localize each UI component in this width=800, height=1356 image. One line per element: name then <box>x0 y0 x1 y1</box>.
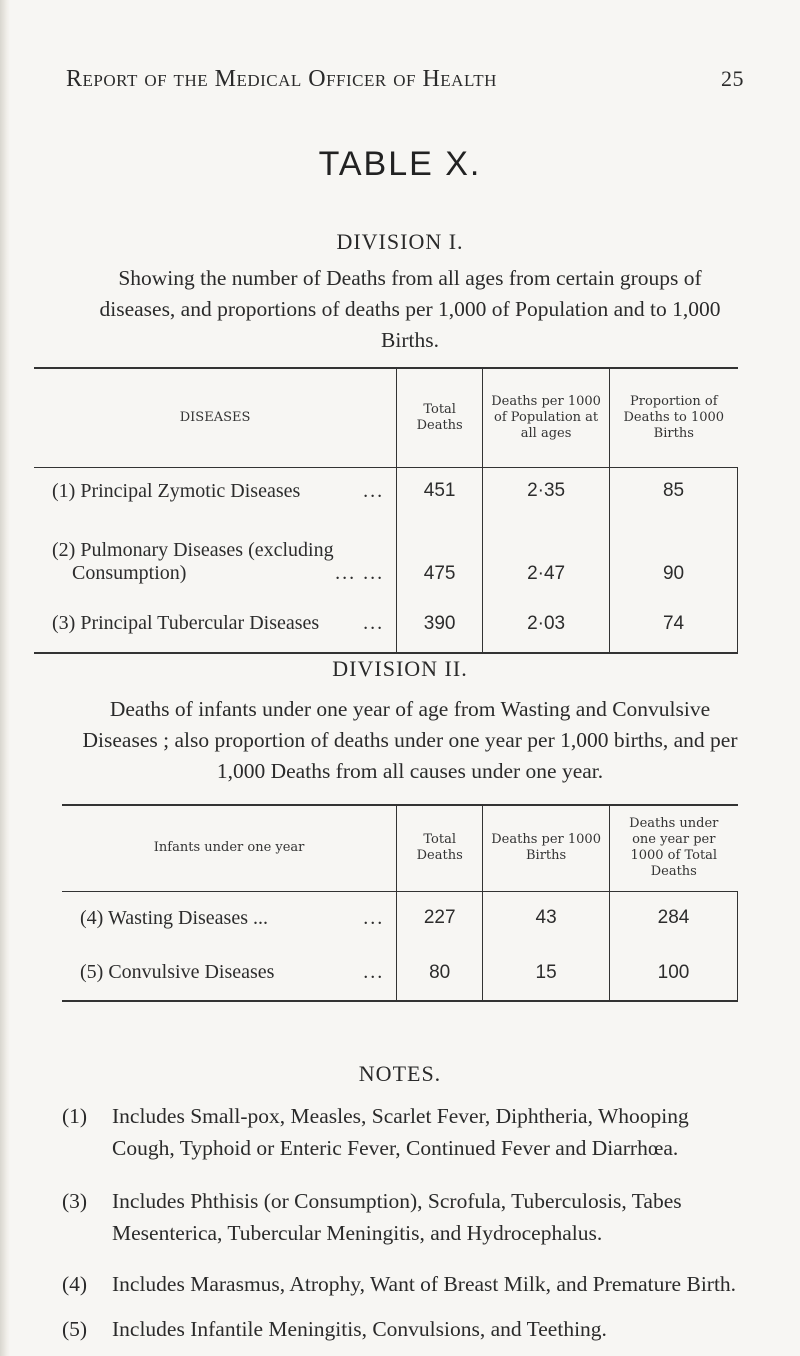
note-item <box>62 1185 752 1249</box>
table-title: TABLE X. <box>318 145 482 183</box>
deaths-per-population-cell: 2·47 <box>483 515 610 595</box>
note-number: (4) <box>62 1272 88 1296</box>
row-label <box>62 945 397 1001</box>
total-deaths-cell: 80 <box>397 945 483 1001</box>
note-text: Includes Infantile Meningitis, Convulsions, and Teething. <box>112 1317 607 1341</box>
table-row <box>62 891 738 945</box>
running-head <box>66 66 744 93</box>
note-item <box>62 1313 752 1345</box>
division-1-table <box>34 367 738 654</box>
table-row <box>34 515 738 595</box>
header-total-deaths: Total Deaths <box>397 805 483 891</box>
proportion-per-births-cell: 90 <box>610 515 738 595</box>
leader-dots: ... ... <box>335 562 385 584</box>
total-deaths-cell: 451 <box>397 467 483 515</box>
leader-dots: ... <box>363 961 385 983</box>
row-label <box>34 467 397 515</box>
leader-dots: ... <box>363 479 385 502</box>
deaths-per-births-cell: 43 <box>483 891 610 945</box>
deaths-per-births-cell: 15 <box>483 945 610 1001</box>
deaths-per-total-cell: 100 <box>610 945 738 1001</box>
note-number: (5) <box>62 1317 88 1341</box>
note-item <box>62 1268 752 1300</box>
note-item <box>62 1100 752 1164</box>
note-text: Includes Phthisis (or Consumption), Scrofula, Tuberculosis, Tabes Mesenterica, Tubercular Meningitis, and Hydrocephalus. <box>112 1189 682 1245</box>
row-label <box>34 595 397 653</box>
header-infants: Infants under one year <box>153 840 305 856</box>
total-deaths-cell: 227 <box>397 891 483 945</box>
row-disease: Convulsive Diseases <box>108 961 275 983</box>
division-2-table <box>62 804 738 1002</box>
note-text: Includes Marasmus, Atrophy, Want of Breast Milk, and Premature Birth. <box>112 1272 737 1296</box>
header-deaths-per-population: Deaths per 1000 of Population at all ages <box>483 368 610 467</box>
header-diseases: DISEASES <box>179 409 251 425</box>
row-number: (2) <box>52 539 76 561</box>
header-deaths-per-total: Deaths under one year per 1000 of Total Deaths <box>610 805 738 891</box>
row-label <box>34 515 397 595</box>
division-2-intro: Deaths of infants under one year of age from Wasting and Convulsive Diseases ; also proportion of deaths under one year per 1,000 births, and per 1,000 Deaths from all causes under one year. <box>82 697 738 783</box>
row-number: (5) <box>80 961 104 983</box>
division-1-intro: Showing the number of Deaths from all ages from certain groups of diseases, and proportions of deaths per 1,000 of Population and to 1,000 Births. <box>99 266 721 352</box>
running-head-title: Report of the Medical Officer of Health <box>66 66 497 92</box>
row-number: (1) <box>52 479 76 502</box>
header-deaths-per-births: Deaths per 1000 Births <box>483 805 610 891</box>
row-number: (4) <box>80 906 104 929</box>
page-number: 25 <box>721 66 744 91</box>
table-row <box>62 945 738 1001</box>
total-deaths-cell: 475 <box>397 515 483 595</box>
table-header-row <box>62 805 738 891</box>
proportion-per-births-cell: 74 <box>610 595 738 653</box>
note-text: Includes Small-pox, Measles, Scarlet Fever, Diphtheria, Whooping Cough, Typhoid or Enteric Fever, Continued Fever and Diarrhœa. <box>112 1104 689 1160</box>
note-number: (3) <box>62 1189 88 1213</box>
row-disease: Principal Tubercular Diseases <box>80 612 320 634</box>
header-total-deaths: Total Deaths <box>397 368 483 467</box>
row-disease: Principal Zymotic Diseases <box>80 479 301 502</box>
table-row <box>34 467 738 515</box>
leader-dots: ... <box>363 612 385 634</box>
table-header-row <box>34 368 738 467</box>
header-proportion-per-births: Proportion of Deaths to 1000 Births <box>610 368 738 467</box>
row-disease-continued: Consumption) <box>72 562 187 584</box>
row-number: (3) <box>52 612 76 634</box>
leader-dots: ... <box>363 906 385 929</box>
proportion-per-births-cell: 85 <box>610 467 738 515</box>
deaths-per-population-cell: 2·03 <box>483 595 610 653</box>
row-disease: Pulmonary Diseases (excluding <box>80 539 334 561</box>
deaths-per-population-cell: 2·35 <box>483 467 610 515</box>
note-number: (1) <box>62 1104 88 1128</box>
row-label <box>62 891 397 945</box>
total-deaths-cell: 390 <box>397 595 483 653</box>
division-1-title: DIVISION I. <box>336 229 464 254</box>
row-disease: Wasting Diseases ... <box>107 906 268 929</box>
table-row <box>34 595 738 653</box>
deaths-per-total-cell: 284 <box>610 891 738 945</box>
notes-title: NOTES. <box>358 1061 442 1086</box>
division-2-title: DIVISION II. <box>332 656 468 681</box>
